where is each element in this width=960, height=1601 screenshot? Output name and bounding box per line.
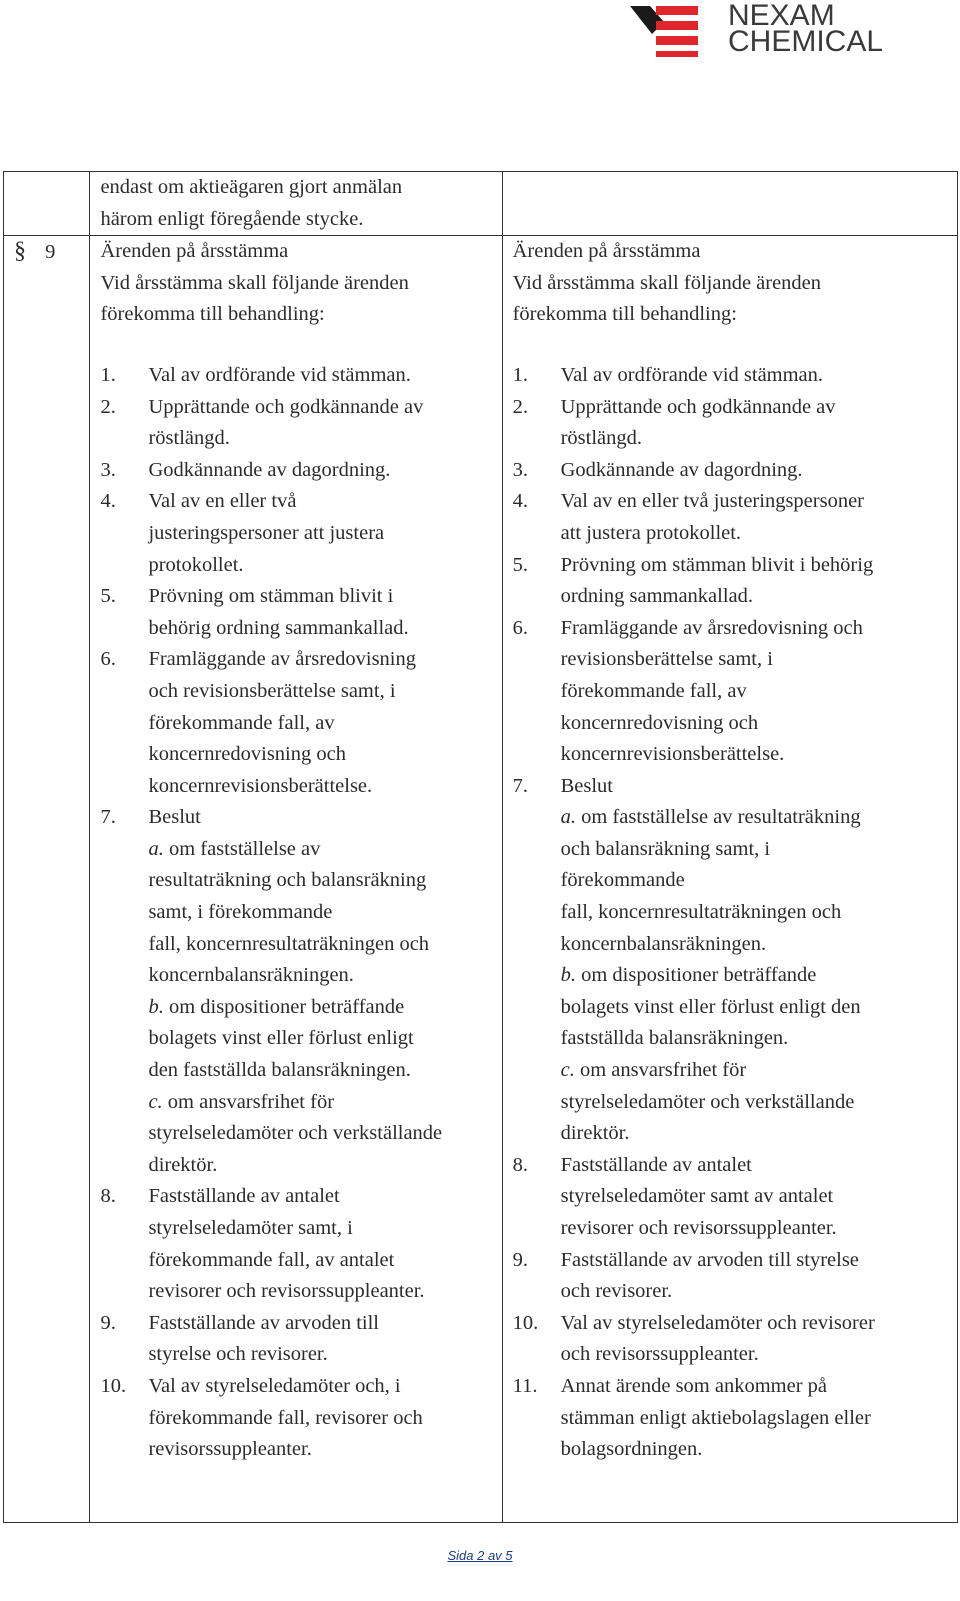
proposed-subitem-b bbox=[561, 960, 951, 992]
current-item-text: Beslut bbox=[148, 806, 201, 829]
proposed-item-text: styrelseledamöter samt av antalet bbox=[560, 1185, 834, 1208]
current-item-text: Fastställande av arvoden till bbox=[148, 1311, 380, 1334]
proposed-item-text: koncernrevisionsberättelse. bbox=[560, 743, 785, 766]
current-item-number: 4. bbox=[100, 490, 116, 513]
current-subitem-letter: c. bbox=[148, 1090, 163, 1113]
current-subitem-b bbox=[148, 1023, 495, 1055]
proposed-subitem-b bbox=[561, 1023, 951, 1055]
current-subitem-text: om ansvarsfrihet för bbox=[162, 1090, 335, 1113]
current-item-text: styrelse och revisorer. bbox=[148, 1343, 328, 1366]
proposed-agenda-item bbox=[513, 455, 951, 487]
current-item-text: revisorer och revisorssuppleanter. bbox=[148, 1280, 425, 1303]
continuation-line-2: härom enligt föregående stycke. bbox=[100, 207, 364, 230]
logo-line-2: CHEMICAL bbox=[728, 25, 884, 58]
comparison-table bbox=[3, 171, 958, 1523]
proposed-intro-1: Vid årsstämma skall följande ärenden bbox=[512, 271, 822, 294]
current-subitem-text: fall, koncernresultaträkningen och bbox=[148, 932, 430, 955]
proposed-agenda-item bbox=[513, 550, 951, 613]
current-item-text: protokollet. bbox=[148, 553, 244, 576]
current-item-text: Upprättande och godkännande av bbox=[148, 395, 424, 418]
current-item-text: och revisionsberättelse samt, i bbox=[148, 679, 396, 702]
current-agenda-item bbox=[100, 1308, 495, 1371]
proposed-subitem-a bbox=[561, 802, 951, 834]
proposed-subitem-text: förekommande bbox=[560, 869, 685, 892]
current-item-text: förekommande fall, av antalet bbox=[148, 1248, 395, 1271]
current-item-text: koncernredovisning och bbox=[148, 743, 346, 766]
proposed-item-text: Upprättande och godkännande av bbox=[560, 395, 836, 418]
logo-mark-icon bbox=[630, 0, 726, 60]
proposed-item-text: förekommande fall, av bbox=[560, 679, 747, 702]
current-item-text: Fastställande av antalet bbox=[148, 1185, 340, 1208]
current-agenda-item bbox=[100, 644, 495, 802]
proposed-subitem-text: fall, koncernresultaträkningen och bbox=[560, 901, 842, 924]
proposed-item-text: Val av styrelseledamöter och revisorer bbox=[560, 1311, 875, 1334]
proposed-item-text: och revisorer. bbox=[560, 1280, 673, 1303]
current-intro-1: Vid årsstämma skall följande ärenden bbox=[100, 271, 409, 294]
current-item-number: 9. bbox=[100, 1311, 116, 1334]
proposed-subitem-letter: b. bbox=[560, 964, 576, 987]
proposed-subitem-c bbox=[561, 1087, 951, 1119]
proposed-subitem-a bbox=[561, 865, 951, 897]
company-logo bbox=[630, 0, 940, 62]
proposed-item-text: revisorer och revisorssuppleanter. bbox=[560, 1217, 837, 1239]
proposed-item-number: 2. bbox=[512, 395, 528, 418]
current-item-number: 2. bbox=[100, 395, 116, 418]
current-item-text: förekommande fall, revisorer och bbox=[148, 1406, 423, 1429]
current-heading: Ärenden på årsstämma bbox=[100, 240, 289, 263]
current-subitem-b bbox=[148, 992, 495, 1024]
current-item-text: styrelseledamöter samt, i bbox=[148, 1217, 353, 1239]
current-subitem-text: samt, i förekommande bbox=[148, 901, 333, 924]
current-item-number: 6. bbox=[100, 648, 116, 671]
current-subitem-a bbox=[148, 834, 495, 866]
logo-line-1: NEXAM bbox=[728, 0, 835, 32]
proposed-agenda-item bbox=[513, 486, 951, 549]
proposed-agenda-item bbox=[513, 392, 951, 455]
current-item-text: justeringspersoner att justera bbox=[148, 521, 385, 544]
current-item-text: Prövning om stämman blivit i bbox=[148, 585, 394, 608]
proposed-subitem-text: koncernbalansräkningen. bbox=[560, 932, 767, 955]
proposed-item-number: 6. bbox=[512, 616, 528, 639]
current-subitem-text: bolagets vinst eller förlust enligt bbox=[148, 1027, 414, 1050]
proposed-subitem-text: om dispositioner beträffande bbox=[575, 964, 817, 987]
proposed-item-number: 4. bbox=[512, 490, 528, 513]
current-agenda-item bbox=[100, 360, 495, 392]
proposed-item-text: att justera protokollet. bbox=[560, 521, 742, 544]
proposed-item-text: Framläggande av årsredovisning och bbox=[560, 616, 863, 639]
page-footer bbox=[0, 1548, 960, 1563]
proposed-item-text: Godkännande av dagordning. bbox=[560, 458, 803, 481]
current-subitem-b bbox=[148, 1055, 495, 1087]
current-item-text: förekommande fall, av bbox=[148, 711, 335, 734]
current-agenda-item bbox=[100, 486, 495, 581]
current-agenda-item bbox=[100, 1371, 495, 1466]
proposed-item-text: revisionsberättelse samt, i bbox=[560, 648, 773, 671]
current-subitem-letter: b. bbox=[148, 995, 164, 1018]
current-subitem-text: styrelseledamöter och verkställande bbox=[148, 1122, 443, 1145]
current-item-text: röstlängd. bbox=[148, 427, 230, 450]
proposed-agenda-item bbox=[513, 360, 951, 392]
proposed-subitem-text: direktör. bbox=[560, 1122, 630, 1145]
proposed-subitem-text: bolagets vinst eller förlust enligt den bbox=[560, 995, 861, 1018]
proposed-subitem-a bbox=[561, 897, 951, 929]
proposed-subitem-text: fastställda balansräkningen. bbox=[560, 1027, 789, 1050]
current-subitem-text: resultaträkning och balansräkning bbox=[148, 869, 427, 892]
current-item-text: behörig ordning sammankallad. bbox=[148, 616, 409, 639]
proposed-heading: Ärenden på årsstämma bbox=[512, 240, 701, 263]
proposed-subitem-b bbox=[561, 992, 951, 1024]
proposed-item-number: 7. bbox=[512, 774, 528, 797]
proposed-agenda-item bbox=[513, 613, 951, 771]
current-agenda-item bbox=[100, 455, 495, 487]
proposed-wording-cell bbox=[502, 236, 957, 1523]
current-subitem-c bbox=[148, 1118, 495, 1150]
proposed-item-text: bolagsordningen. bbox=[560, 1438, 703, 1461]
current-subitem-c bbox=[148, 1087, 495, 1119]
page-number-link[interactable]: Sida 2 av 5 bbox=[447, 1548, 513, 1563]
current-subitem-letter: a. bbox=[148, 837, 164, 860]
current-subitem-text: koncernbalansräkningen. bbox=[148, 964, 354, 987]
current-item-number: 8. bbox=[100, 1185, 116, 1208]
proposed-agenda-item bbox=[513, 771, 951, 1150]
section-number-cell bbox=[4, 236, 90, 1523]
current-subitem-text: direktör. bbox=[148, 1153, 218, 1176]
current-agenda-item bbox=[100, 1181, 495, 1307]
current-agenda-item bbox=[100, 581, 495, 644]
current-intro-2: förekomma till behandling: bbox=[100, 303, 325, 326]
continuation-line-1: endast om aktieägaren gjort anmälan bbox=[100, 176, 403, 198]
current-agenda-item bbox=[100, 392, 495, 455]
proposed-item-number: 5. bbox=[512, 553, 528, 576]
section-symbol: § bbox=[14, 238, 26, 265]
proposed-item-text: Fastställande av antalet bbox=[560, 1153, 752, 1176]
proposed-item-text: och revisorssuppleanter. bbox=[560, 1343, 759, 1366]
current-item-number: 5. bbox=[100, 585, 116, 608]
proposed-item-number: 10. bbox=[512, 1311, 539, 1334]
current-item-number: 3. bbox=[100, 458, 116, 481]
current-item-text: Godkännande av dagordning. bbox=[148, 458, 391, 481]
current-subitem-a bbox=[148, 897, 495, 929]
proposed-agenda-item bbox=[513, 1308, 951, 1371]
proposed-subitem-text: om fastställelse av resultaträkning bbox=[575, 806, 861, 829]
proposed-intro-2: förekomma till behandling: bbox=[512, 303, 737, 326]
row1-section-cell bbox=[4, 172, 90, 236]
current-subitem-c bbox=[148, 1150, 495, 1182]
current-item-text: Val av en eller två bbox=[148, 490, 297, 513]
current-item-text: Val av ordförande vid stämman. bbox=[148, 363, 411, 386]
current-item-text: Val av styrelseledamöter och, i bbox=[148, 1374, 401, 1397]
current-item-number: 7. bbox=[100, 806, 116, 829]
proposed-item-text: Fastställande av arvoden till styrelse bbox=[560, 1248, 859, 1271]
section-number: 9 bbox=[45, 241, 56, 264]
proposed-subitem-text: om ansvarsfrihet för bbox=[574, 1059, 747, 1082]
row1-left-cell bbox=[90, 172, 502, 236]
current-subitem-text: om fastställelse av bbox=[163, 837, 321, 860]
current-subitem-a bbox=[148, 929, 495, 961]
current-subitem-a bbox=[148, 960, 495, 992]
proposed-item-number: 8. bbox=[512, 1153, 528, 1176]
proposed-subitem-c bbox=[561, 1055, 951, 1087]
row1-right-cell bbox=[502, 172, 957, 236]
proposed-subitem-letter: c. bbox=[560, 1059, 575, 1082]
current-agenda-item bbox=[100, 802, 495, 1181]
proposed-item-text: koncernredovisning och bbox=[560, 711, 759, 734]
proposed-subitem-text: och balansräkning samt, i bbox=[560, 837, 771, 860]
current-agenda-list bbox=[100, 360, 495, 1466]
current-subitem-a bbox=[148, 865, 495, 897]
current-item-text: Framläggande av årsredovisning bbox=[148, 648, 416, 671]
proposed-item-text: Beslut bbox=[560, 774, 613, 797]
proposed-subitem-a bbox=[561, 929, 951, 961]
proposed-agenda-item bbox=[513, 1245, 951, 1308]
proposed-item-text: Val av ordförande vid stämman. bbox=[560, 363, 824, 386]
proposed-item-text: Prövning om stämman blivit i behörig bbox=[560, 553, 874, 576]
proposed-item-number: 11. bbox=[512, 1374, 538, 1397]
proposed-item-text: ordning sammankallad. bbox=[560, 585, 754, 608]
proposed-item-text: stämman enligt aktiebolagslagen eller bbox=[560, 1406, 871, 1429]
proposed-item-text: Val av en eller två justeringspersoner bbox=[560, 490, 864, 513]
current-item-text: koncernrevisionsberättelse. bbox=[148, 774, 373, 797]
proposed-subitem-c bbox=[561, 1118, 951, 1150]
proposed-agenda-item bbox=[513, 1150, 951, 1245]
proposed-item-text: Annat ärende som ankommer på bbox=[560, 1374, 828, 1397]
proposed-subitem-a bbox=[561, 834, 951, 866]
proposed-item-number: 1. bbox=[512, 363, 528, 386]
proposed-agenda-list bbox=[513, 360, 951, 1466]
current-subitem-text: den fastställda balansräkningen. bbox=[148, 1059, 411, 1082]
current-item-number: 10. bbox=[100, 1374, 127, 1397]
proposed-subitem-text: styrelseledamöter och verkställande bbox=[560, 1090, 855, 1113]
current-wording-cell bbox=[90, 236, 502, 1523]
proposed-agenda-item bbox=[513, 1371, 951, 1466]
proposed-item-number: 9. bbox=[512, 1248, 528, 1271]
proposed-item-number: 3. bbox=[512, 458, 528, 481]
proposed-subitem-letter: a. bbox=[560, 806, 576, 829]
current-item-number: 1. bbox=[100, 363, 116, 386]
current-item-text: revisorssuppleanter. bbox=[148, 1438, 312, 1461]
current-subitem-text: om dispositioner beträffande bbox=[163, 995, 405, 1018]
proposed-item-text: röstlängd. bbox=[560, 427, 643, 450]
